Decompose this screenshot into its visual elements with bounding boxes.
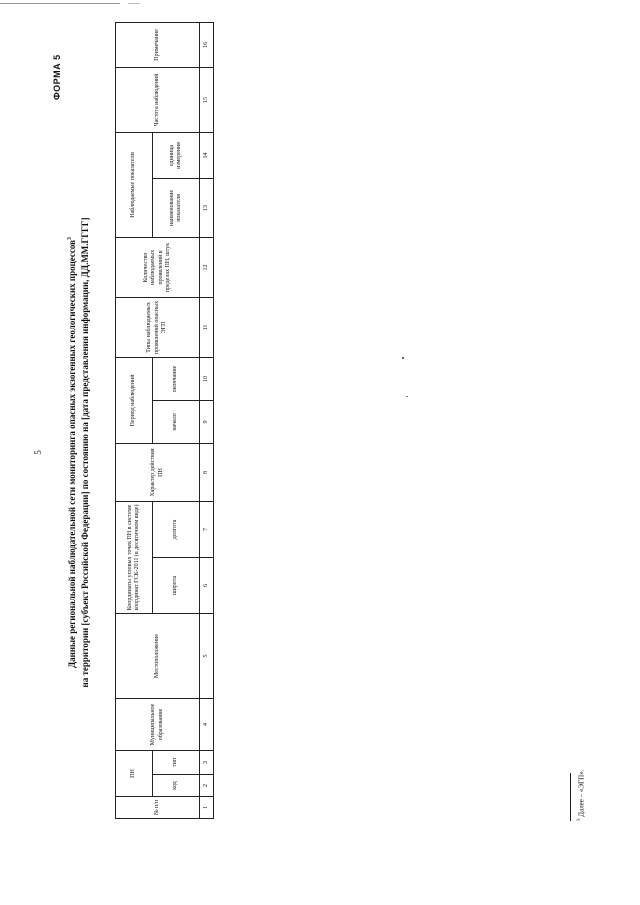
header-note: Примечание: [116, 22, 200, 67]
header-pn-action: Характер действия ПН: [116, 443, 200, 501]
header-num: № п/п: [116, 797, 200, 819]
header-period: Период наблюдений: [116, 357, 153, 443]
header-indicator-unit: единица измерения: [153, 132, 200, 178]
column-number: 14: [200, 132, 214, 178]
observation-network-table: [115, 22, 214, 819]
footnote-marker: 3: [577, 818, 582, 821]
header-period-end: окончание: [153, 357, 200, 400]
header-pn-type: тип: [153, 750, 200, 774]
footnote: [577, 770, 585, 821]
column-number: 2: [200, 775, 214, 797]
header-egp-types: Типы наблюдаемых проявлений опасных ЭГП: [116, 297, 200, 357]
header-latitude: широта: [153, 557, 200, 613]
header-count: Количество наблюдаемых проявлений в пределах ПН, штук: [116, 237, 200, 297]
form-label: ФОРМА 5: [52, 54, 62, 100]
column-number: 15: [200, 67, 214, 132]
column-number: 11: [200, 297, 214, 357]
footnote-reference: 3: [67, 236, 73, 240]
header-indicator-name: наименование показателя: [153, 178, 200, 237]
title-text: Данные региональной наблюдательной сети мониторинга опасных экзогенных геологических процессов: [67, 239, 77, 669]
header-longitude: долгота: [153, 501, 200, 557]
header-coordinates: Координаты угловых точек ПН в системе координат ГСК-2011 (в десятичном виде): [116, 501, 153, 613]
footnote-text: Далее – «ЭГП».: [577, 769, 586, 817]
header-indicators: Наблюдаемые показатели: [116, 132, 153, 237]
scan-speck: [406, 396, 408, 397]
column-number: 3: [200, 750, 214, 774]
page-number: 5: [33, 450, 43, 455]
column-number: 5: [200, 613, 214, 698]
column-number: 6: [200, 557, 214, 613]
header-municipality: Муниципальное образование: [116, 698, 200, 750]
scan-speck: [402, 357, 404, 359]
column-number: 8: [200, 443, 214, 501]
column-number: 9: [200, 400, 214, 443]
header-frequency: Частота наблюдений: [116, 67, 200, 132]
header-pn: ПН: [116, 750, 153, 796]
document-title-line-2: на территории [субъект Российской Федерации] по состоянию на [дата представления информации, ДД.ММ.ГГГГ]: [80, 217, 90, 688]
column-number: 4: [200, 698, 214, 750]
column-number: 10: [200, 357, 214, 400]
footnote-separator: [570, 773, 571, 821]
column-number: 12: [200, 237, 214, 297]
header-pn-code: код: [153, 775, 200, 797]
column-number: 16: [200, 22, 214, 67]
document-title-line-1: [67, 0, 77, 905]
column-number: 13: [200, 178, 214, 237]
header-location: Местоположение: [116, 613, 200, 698]
column-number: 1: [200, 797, 214, 819]
header-period-start: начало: [153, 400, 200, 443]
column-number: 7: [200, 501, 214, 557]
